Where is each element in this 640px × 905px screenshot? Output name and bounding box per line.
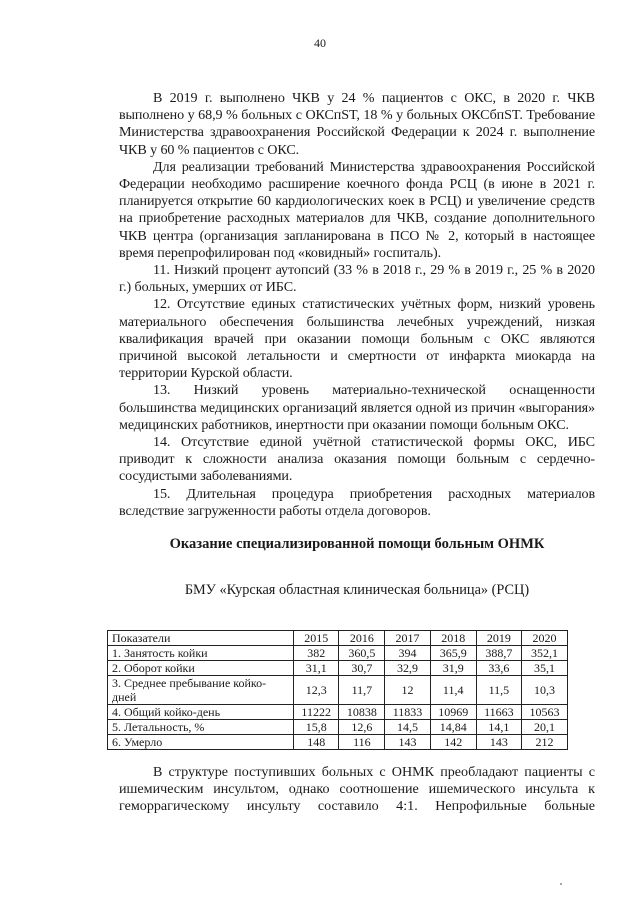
table-cell: 11222: [294, 705, 339, 720]
table-cell: 394: [385, 646, 430, 661]
table-cell: 10563: [522, 705, 568, 720]
table-cell: 352,1: [522, 646, 568, 661]
table-cell: 32,9: [385, 661, 430, 676]
paragraph-item-12: 12. Отсутствие единых статистических учётных форм, низкий уровень материального обеспечения большинства лечебных учреждений, низкая квалификация врачей при оказании помощи больным с ОКС являются причиной высокой летальности и смертности от инфаркта миокарда на территории Курской области.: [119, 296, 595, 382]
row-label: 3. Среднее пребывание койко-дней: [108, 676, 294, 705]
table-cell: 31,1: [294, 661, 339, 676]
paragraph-item-11: 11. Низкий процент аутопсий (33 % в 2018 г., 29 % в 2019 г., 25 % в 2020 г.) больных, умерших от ИБС.: [119, 262, 595, 296]
table-header-year: 2018: [430, 631, 476, 646]
paragraph-onmk-structure: В структуре поступивших больных с ОНМК преобладают пациенты с ишемическим инсультом, однако соотношение ишемического инсульта к геморрагическому инсульту составило 4:1. Непрофильные больные: [119, 764, 595, 815]
table-cell: 143: [476, 735, 521, 750]
table-cell: 33,6: [476, 661, 521, 676]
table-cell: 12: [385, 676, 430, 705]
row-label: 2. Оборот койки: [108, 661, 294, 676]
table-cell: 360,5: [339, 646, 385, 661]
table-cell: 31,9: [430, 661, 476, 676]
table-cell: 30,7: [339, 661, 385, 676]
table-row: [108, 661, 568, 676]
table-cell: 11,7: [339, 676, 385, 705]
scan-speck: [560, 883, 562, 885]
table-cell: 11,5: [476, 676, 521, 705]
table-header-year: 2017: [385, 631, 430, 646]
table-cell: 14,84: [430, 720, 476, 735]
table-header-label: Показатели: [108, 631, 294, 646]
table-row: [108, 646, 568, 661]
table-cell: 11833: [385, 705, 430, 720]
table-cell: 143: [385, 735, 430, 750]
table-cell: 10838: [339, 705, 385, 720]
table-row: [108, 705, 568, 720]
table-header-year: 2016: [339, 631, 385, 646]
row-label: 5. Летальность, %: [108, 720, 294, 735]
table-cell: 20,1: [522, 720, 568, 735]
table-header-row: [108, 631, 568, 646]
paragraph-bed-fund: Для реализации требований Министерства здравоохранения Российской Федерации необходимо расширение коечного фонда РСЦ (в июне в 2021 г. планируется открытие 60 кардиологических коек в РСЦ) и увеличение средств на приобретение расходных материалов для ЧКВ, создание дополнительного ЧКВ центра (организация запланирована в ПСО № 2, который в настоящее время перепрофилирован под «ковидный» госпиталь).: [119, 158, 595, 261]
paragraph-item-14: 14. Отсутствие единой учётной статистической формы ОКС, ИБС приводит к сложности анализа оказания помощи больным с сердечно-сосудистыми заболеваниями.: [119, 434, 595, 485]
body-text: [119, 90, 595, 520]
table-header-year: 2019: [476, 631, 521, 646]
table-row: [108, 720, 568, 735]
table-cell: 14,1: [476, 720, 521, 735]
paragraph-item-13: 13. Низкий уровень материально-технической оснащенности большинства медицинских организаций является одной из причин «выгорания» медицинских работников, инертности при оказании помощи больным ОКС.: [119, 382, 595, 433]
page-number: 40: [314, 36, 326, 50]
table-cell: 12,6: [339, 720, 385, 735]
closing-text: [119, 764, 595, 816]
paragraph-item-15: 15. Длительная процедура приобретения расходных материалов вследствие загруженности работы отдела договоров.: [119, 485, 595, 519]
table-cell: 11663: [476, 705, 521, 720]
table-row: [108, 676, 568, 705]
table-cell: 148: [294, 735, 339, 750]
section-heading: Оказание специализированной помощи больным ОНМК: [169, 536, 545, 552]
table-cell: 116: [339, 735, 385, 750]
table-cell: 388,7: [476, 646, 521, 661]
row-label: 4. Общий койко-день: [108, 705, 294, 720]
table-cell: 35,1: [522, 661, 568, 676]
row-label: 1. Занятость койки: [108, 646, 294, 661]
table-cell: 10969: [430, 705, 476, 720]
table-cell: 212: [522, 735, 568, 750]
table-cell: 365,9: [430, 646, 476, 661]
table-cell: 14,5: [385, 720, 430, 735]
table-cell: 12,3: [294, 676, 339, 705]
table-cell: 10,3: [522, 676, 568, 705]
table-cell: 142: [430, 735, 476, 750]
indicators-table: [107, 630, 568, 750]
table-header-year: 2015: [294, 631, 339, 646]
hospital-name: БМУ «Курская областная клиническая больница» (РСЦ): [184, 582, 530, 598]
paragraph-pci-stats: В 2019 г. выполнено ЧКВ у 24 % пациентов с ОКС, в 2020 г. ЧКВ выполнено у 68,9 % больных с ОКСпST, 18 % у больных ОКСбпST. Требование Министерства здравоохранения Российской Федерации к 2024 г. выполнение ЧКВ у 60 % пациентов с ОКС.: [119, 90, 595, 158]
table-cell: 11,4: [430, 676, 476, 705]
table-header-year: 2020: [522, 631, 568, 646]
table-row: [108, 735, 568, 750]
row-label: 6. Умерло: [108, 735, 294, 750]
table-cell: 15,8: [294, 720, 339, 735]
table-cell: 382: [294, 646, 339, 661]
